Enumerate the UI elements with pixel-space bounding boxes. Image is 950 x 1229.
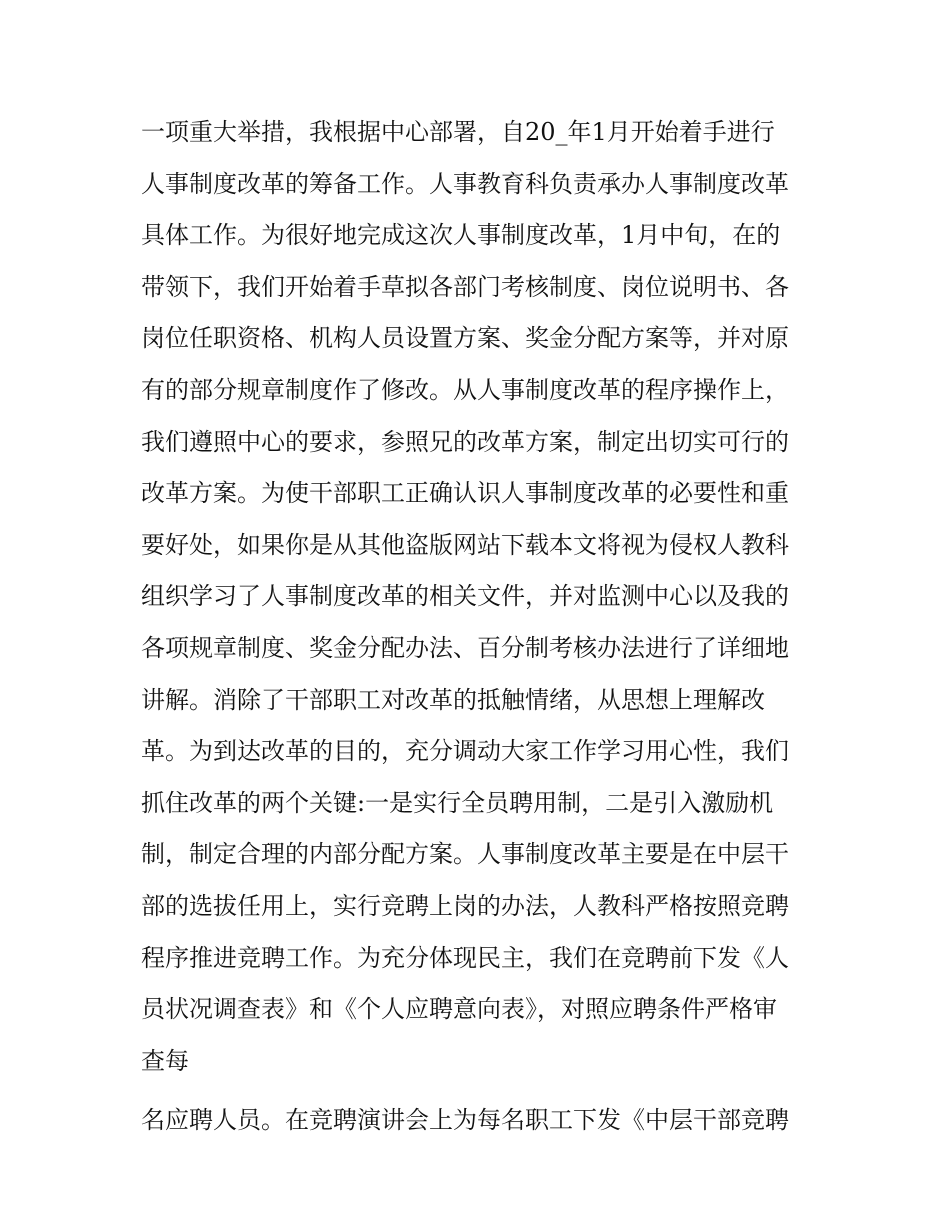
text-line: 革。为到达改革的目的，充分调动大家工作学习用心性，我们 xyxy=(141,737,789,766)
text-line: 各项规章制度、奖金分配办法、百分制考核办法进行了详细地 xyxy=(141,633,789,662)
text-line: 员状况调查表》和《个人应聘意向表》，对照应聘条件严格审 xyxy=(141,995,777,1024)
text-line: 带领下，我们开始着手草拟各部门考核制度、岗位说明书、各 xyxy=(141,272,789,301)
text-line: 一项重大举措，我根据中心部署，自20_年1月开始着手进行 xyxy=(141,118,775,146)
text-line: 查每 xyxy=(141,1046,189,1075)
text-line: 有的部分规章制度作了修改。从人事制度改革的程序操作上， xyxy=(141,375,789,404)
text-line: 讲解。消除了干部职工对改革的抵触情绪，从思想上理解改 xyxy=(141,685,765,714)
text-line: 部的选拔任用上，实行竞聘上岗的办法，人教科严格按照竞聘 xyxy=(141,891,789,920)
document-body-text xyxy=(141,107,831,1147)
text-line: 抓住改革的两个关键:一是实行全员聘用制，二是引入激励机 xyxy=(141,788,774,817)
text-line: 改革方案。为使干部职工正确认识人事制度改革的必要性和重 xyxy=(141,479,789,508)
text-line: 要好处，如果你是从其他盗版网站下载本文将视为侵权人教科 xyxy=(141,530,789,559)
text-line: 程序推进竞聘工作。为充分体现民主，我们在竞聘前下发《人 xyxy=(141,943,789,972)
text-line: 我们遵照中心的要求，参照兄的改革方案，制定出切实可行的 xyxy=(141,427,789,456)
text-line: 制，制定合理的内部分配方案。人事制度改革主要是在中层干 xyxy=(141,840,789,869)
text-line: 岗位任职资格、机构人员设置方案、奖金分配方案等，并对原 xyxy=(141,324,789,353)
text-line: 组织学习了人事制度改革的相关文件，并对监测中心以及我的 xyxy=(141,582,789,611)
text-line: 人事制度改革的筹备工作。人事教育科负责承办人事制度改革 xyxy=(141,169,789,198)
text-line: 具体工作。为很好地完成这次人事制度改革，1月中旬，在的 xyxy=(141,221,781,250)
text-line: 名应聘人员。在竞聘演讲会上为每名职工下发《中层干部竞聘 xyxy=(141,1106,789,1135)
